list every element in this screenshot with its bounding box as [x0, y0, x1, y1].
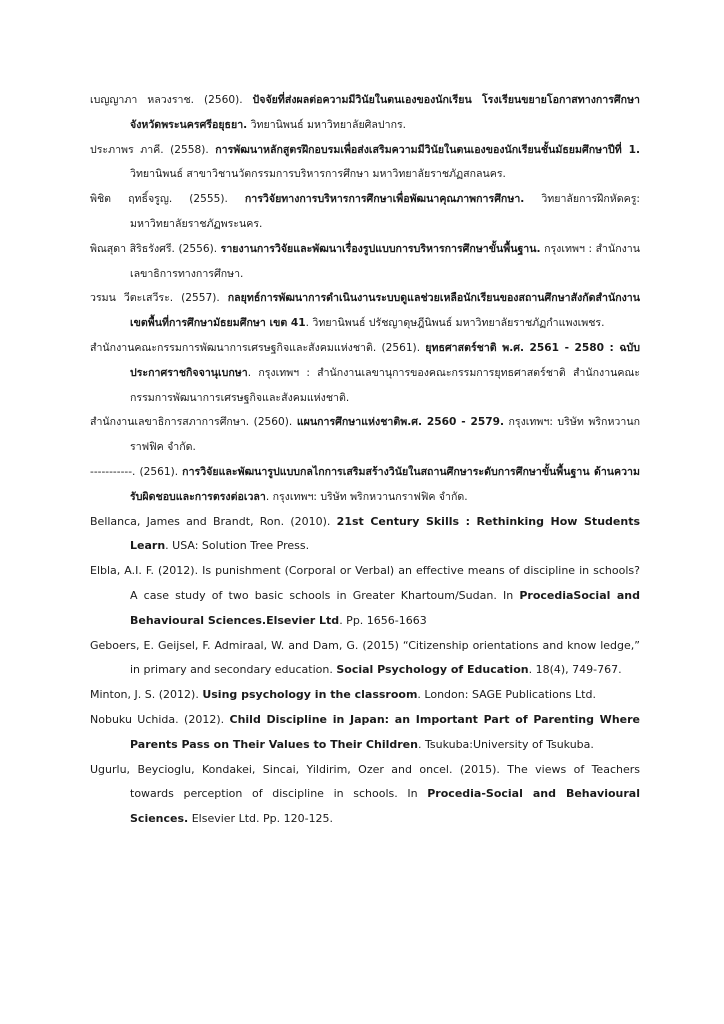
reference-authors-year: Elbla, A.I. F. (2012). Is punishment (Corporal or Verbal) an effective means of discipline in schools? A case study of two basic schools in Greater Khartoum/Sudan. In [90, 564, 640, 602]
reference-authors-year: Ugurlu, Beycioglu, Kondakei, Sincai, Yildirim, Ozer and oncel. (2015). The views of Teachers towards perception of discipline in schools. In [90, 762, 640, 801]
reference-authors-year: Bellanca, James and Brandt, Ron. (2010). [90, 514, 337, 528]
reference-entry [90, 237, 640, 287]
reference-title: Procedia-Social and Behavioural Sciences. [130, 787, 640, 826]
reference-entry [90, 683, 640, 708]
reference-publication: . กรุงเทพฯ : สำนักงานเลขานุการของคณะกรรมการยุทธศาสตร์ชาติ สำนักงานคณะกรรมการพัฒนาการเศรษฐกิจและสังคมแห่งชาติ. [130, 366, 640, 404]
reference-publication: . Tsukuba:University of Tsukuba. [417, 737, 594, 751]
reference-authors-year: ประภาพร ภาคี. (2558). [90, 143, 216, 156]
reference-entry [90, 510, 640, 560]
reference-entry [90, 410, 640, 460]
reference-publication: . กรุงเทพฯ: บริษัท พริกหวานกราฟฟิค จำกัด. [265, 490, 468, 503]
reference-publication: วิทยาลัยการฝึกหัดครู: มหาวิทยาลัยราชภัฏพระนคร. [130, 193, 640, 230]
reference-title: ProcediaSocial and Behavioural Sciences.Elsevier Ltd [130, 588, 641, 627]
reference-title: ยุทธศาสตร์ชาติ พ.ศ. 2561 - 2580 : ฉบับประกาศราชกิจจานุเบกษา [130, 341, 640, 379]
reference-title: การพัฒนาหลักสูตรฝึกอบรมเพื่อส่งเสริมความมีวินัยในตนเองของนักเรียนชั้นมัธยมศึกษาปีที่ 1. [215, 143, 640, 156]
reference-entry [90, 336, 640, 410]
reference-entry [90, 708, 640, 758]
reference-publication: . Pp. 1656-1663 [339, 613, 427, 627]
reference-title: รายงานการวิจัยและพัฒนาเรื่องรูปแบบการบริหารการศึกษาขั้นพื้นฐาน. [220, 242, 541, 255]
reference-authors-year: พิชิต ฤทธิ์จรูญ. (2555). [90, 193, 245, 206]
reference-authors-year: เบญญาภา หลวงราช. (2560). [90, 94, 253, 106]
reference-publication: . วิทยานิพนธ์ ปรัชญาดุษฎีนิพนธ์ มหาวิทยาลัยราชภัฏกำแพงเพชร. [305, 317, 605, 330]
reference-entry [90, 138, 640, 188]
reference-title: กลยุทธ์การพัฒนาการดำเนินงานระบบดูแลช่วยเหลือนักเรียนของสถานศึกษาสังกัดสำนักงานเขตพื้นที่การศึกษามัธยมศึกษา เขต 41 [130, 292, 640, 330]
reference-authors-year: Minton, J. S. (2012). [90, 688, 203, 702]
reference-title: Social Psychology of Education [336, 663, 529, 677]
reference-publication: กรุงเทพฯ: บริษัท พริกหวานกราฟฟิค จำกัด. [130, 416, 640, 454]
reference-entry [90, 634, 640, 684]
reference-list [90, 88, 640, 832]
reference-publication: กรุงเทพฯ : สำนักงานเลขาธิการทางการศึกษา. [130, 242, 640, 280]
reference-authors-year: Geboers, E. Geijsel, F. Admiraal, W. and Dam, G. (2015) “Citizenship orientations and know ledge,” in primary and secondary education. [90, 638, 640, 677]
reference-title: ปัจจัยที่ส่งผลต่อความมีวินัยในตนเองของนักเรียน โรงเรียนขยายโอกาสทางการศึกษา จังหวัดพระนครศรีอยุธยา. [130, 94, 640, 131]
reference-authors-year: -----------. (2561). [90, 465, 183, 478]
reference-entry [90, 286, 640, 336]
reference-publication: วิทยานิพนธ์ มหาวิทยาลัยศิลปากร. [247, 118, 407, 131]
reference-authors-year: สำนักงานเลขาธิการสภาการศึกษา. (2560). [90, 416, 297, 429]
reference-title: 21st Century Skills : Rethinking How Students Learn [130, 514, 640, 553]
reference-title: การวิจัยและพัฒนารูปแบบกลไกการเสริมสร้างวินัยในสถานศึกษาระดับการศึกษาขั้นพื้นฐาน ด้านความรับผิดชอบและการตรงต่อเวลา [130, 465, 640, 503]
reference-authors-year: สำนักงานคณะกรรมการพัฒนาการเศรษฐกิจและสังคมแห่งชาติ. (2561). [90, 341, 426, 354]
reference-entry [90, 187, 640, 237]
reference-publication: . London: SAGE Publications Ltd. [417, 688, 596, 702]
reference-title: Child Discipline in Japan: an Important Part of Parenting Where Parents Pass on Their Values to Their Children [130, 712, 640, 751]
reference-title: การวิจัยทางการบริหารการศึกษาเพื่อพัฒนาคุณภาพการศึกษา. [244, 193, 525, 206]
reference-authors-year: Nobuku Uchida. (2012). [90, 712, 230, 726]
reference-publication: Elsevier Ltd. Pp. 120-125. [188, 812, 334, 826]
reference-entry [90, 559, 640, 633]
reference-entry [90, 758, 640, 832]
reference-entry [90, 460, 640, 510]
reference-publication: วิทยานิพนธ์ สาขาวิชานวัตกรรมการบริหารการศึกษา มหาวิทยาลัยราชภัฏสกลนคร. [130, 168, 506, 181]
reference-entry [90, 88, 640, 138]
reference-authors-year: พิณสุดา สิริธรังศรี. (2556). [90, 242, 221, 255]
reference-title: Using psychology in the classroom [202, 688, 418, 702]
reference-authors-year: วรมน วีตะเสวีระ. (2557). [90, 292, 228, 305]
reference-publication: . 18(4), 749-767. [528, 663, 622, 677]
reference-title: แผนการศึกษาแห่งชาติพ.ศ. 2560 - 2579. [296, 416, 504, 429]
reference-publication: . USA: Solution Tree Press. [165, 539, 310, 553]
